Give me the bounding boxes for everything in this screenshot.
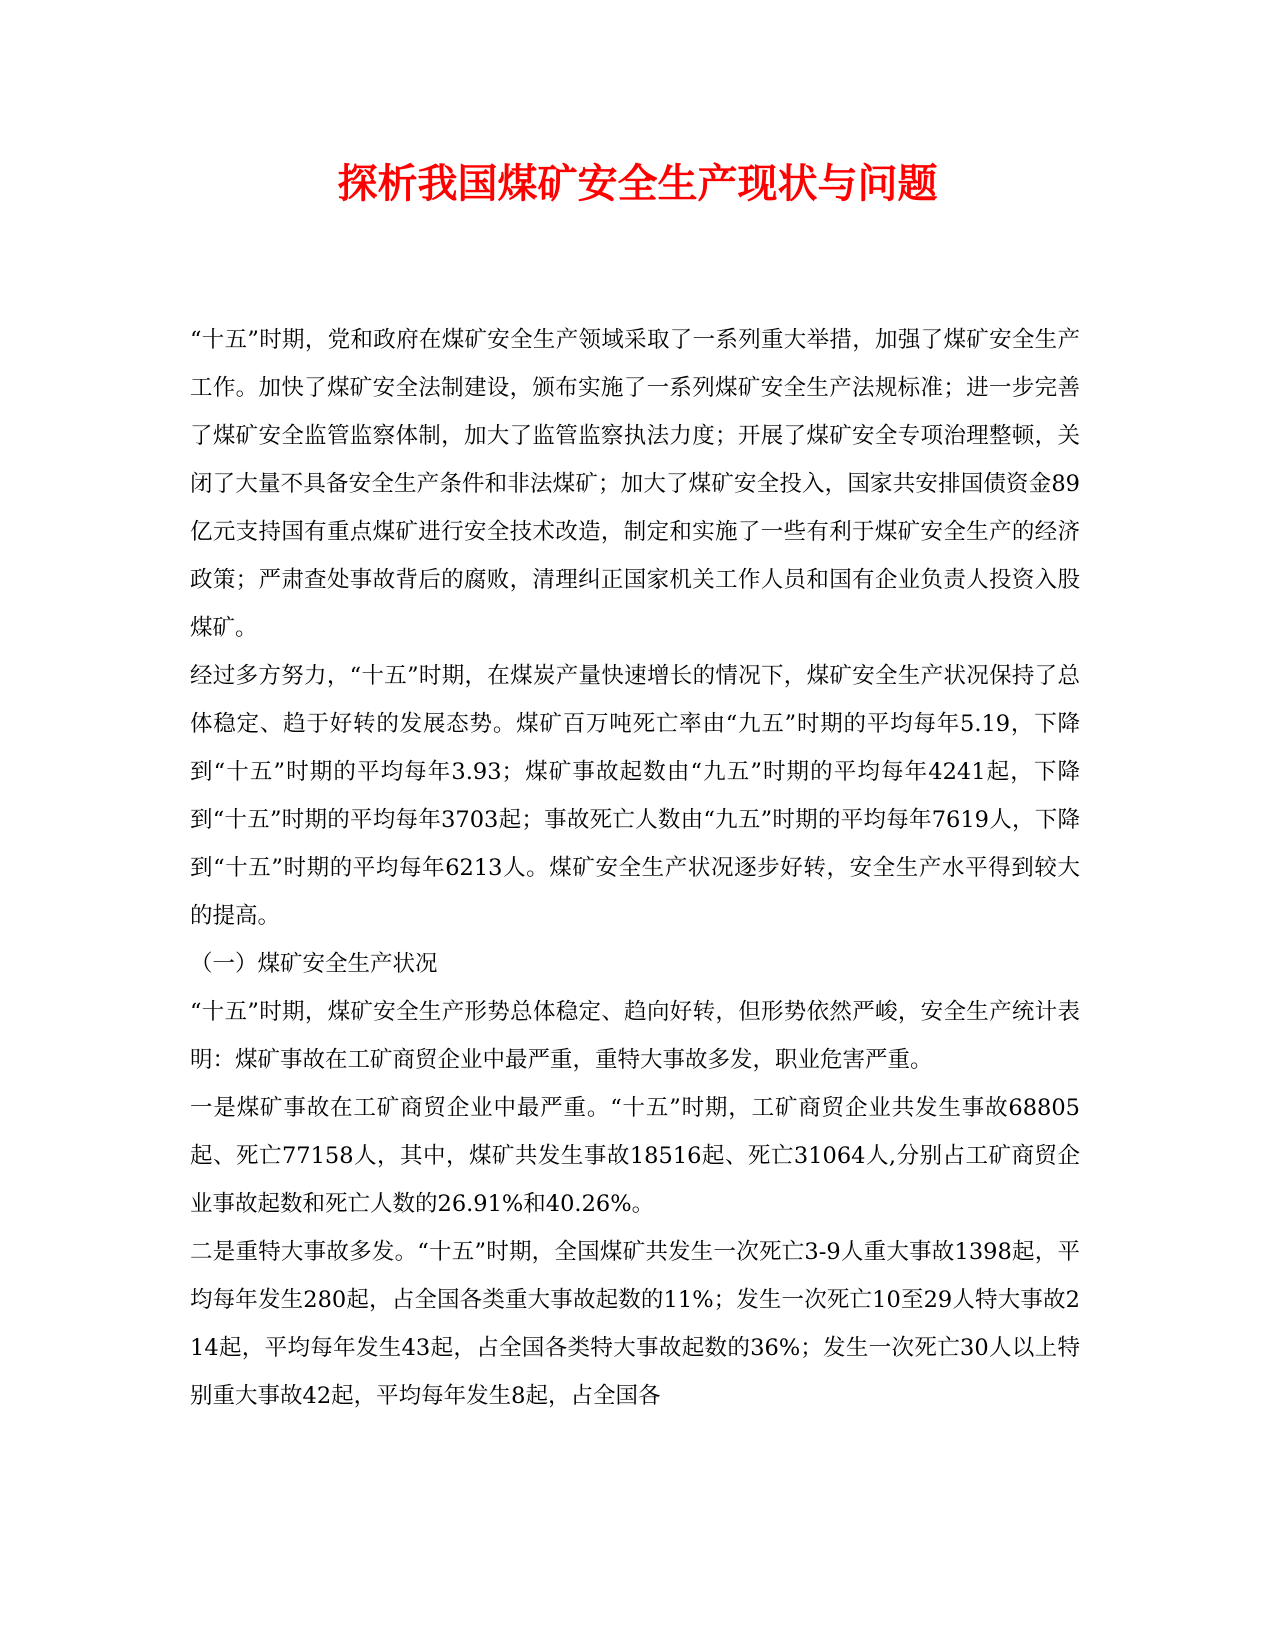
paragraph-situation: “十五”时期，煤矿安全生产形势总体稳定、趋向好转，但形势依然严峻，安全生产统计表明：煤矿事故在工矿商贸企业中最严重，重特大事故多发，职业危害严重。 (190, 999, 1080, 1073)
paragraph-progress: 经过多方努力，“十五”时期，在煤炭产量快速增长的情况下，煤矿安全生产状况保持了总体稳定、趋于好转的发展态势。煤矿百万吨死亡率由“九五”时期的平均每年5.19，下降到“十五”时期的平均每年3.93；煤矿事故起数由“九五”时期的平均每年4241起，下降到“十五”时期的平均每年3703起；事故死亡人数由“九五”时期的平均每年7619人，下降到“十五”时期的平均每年6213人。煤矿安全生产状况逐步好转，安全生产水平得到较大的提高。 (190, 663, 1080, 929)
document-title: 探析我国煤矿安全生产现状与问题 (337, 160, 938, 207)
paragraph-intro: “十五”时期，党和政府在煤矿安全生产领域采取了一系列重大举措，加强了煤矿安全生产工作。加快了煤矿安全法制建设，颁布实施了一系列煤矿安全生产法规标准；进一步完善了煤矿安全监管监察体制，加大了监管监察执法力度；开展了煤矿安全专项治理整顿，关闭了大量不具备安全生产条件和非法煤矿；加大了煤矿安全投入，国家共安排国债资金89亿元支持国有重点煤矿进行安全技术改造，制定和实施了一些有利于煤矿安全生产的经济政策；严肃查处事故背后的腐败，清理纠正国家机关工作人员和国有企业负责人投资入股煤矿。 (190, 327, 1080, 641)
document-body (190, 316, 1080, 1420)
paragraph-point-one: 一是煤矿事故在工矿商贸企业中最严重。“十五”时期，工矿商贸企业共发生事故68805起、死亡77158人，其中，煤矿共发生事故18516起、死亡31064人,分别占工矿商贸企业事故起数和死亡人数的26.91%和40.26%。 (190, 1095, 1080, 1217)
paragraph-point-two: 二是重特大事故多发。“十五”时期，全国煤矿共发生一次死亡3-9人重大事故1398起，平均每年发生280起，占全国各类重大事故起数的11%；发生一次死亡10至29人特大事故214起，平均每年发生43起，占全国各类特大事故起数的36%；发生一次死亡30人以上特别重大事故42起，平均每年发生8起，占全国各 (190, 1239, 1080, 1409)
section-heading: （一）煤矿安全生产状况 (190, 951, 438, 977)
